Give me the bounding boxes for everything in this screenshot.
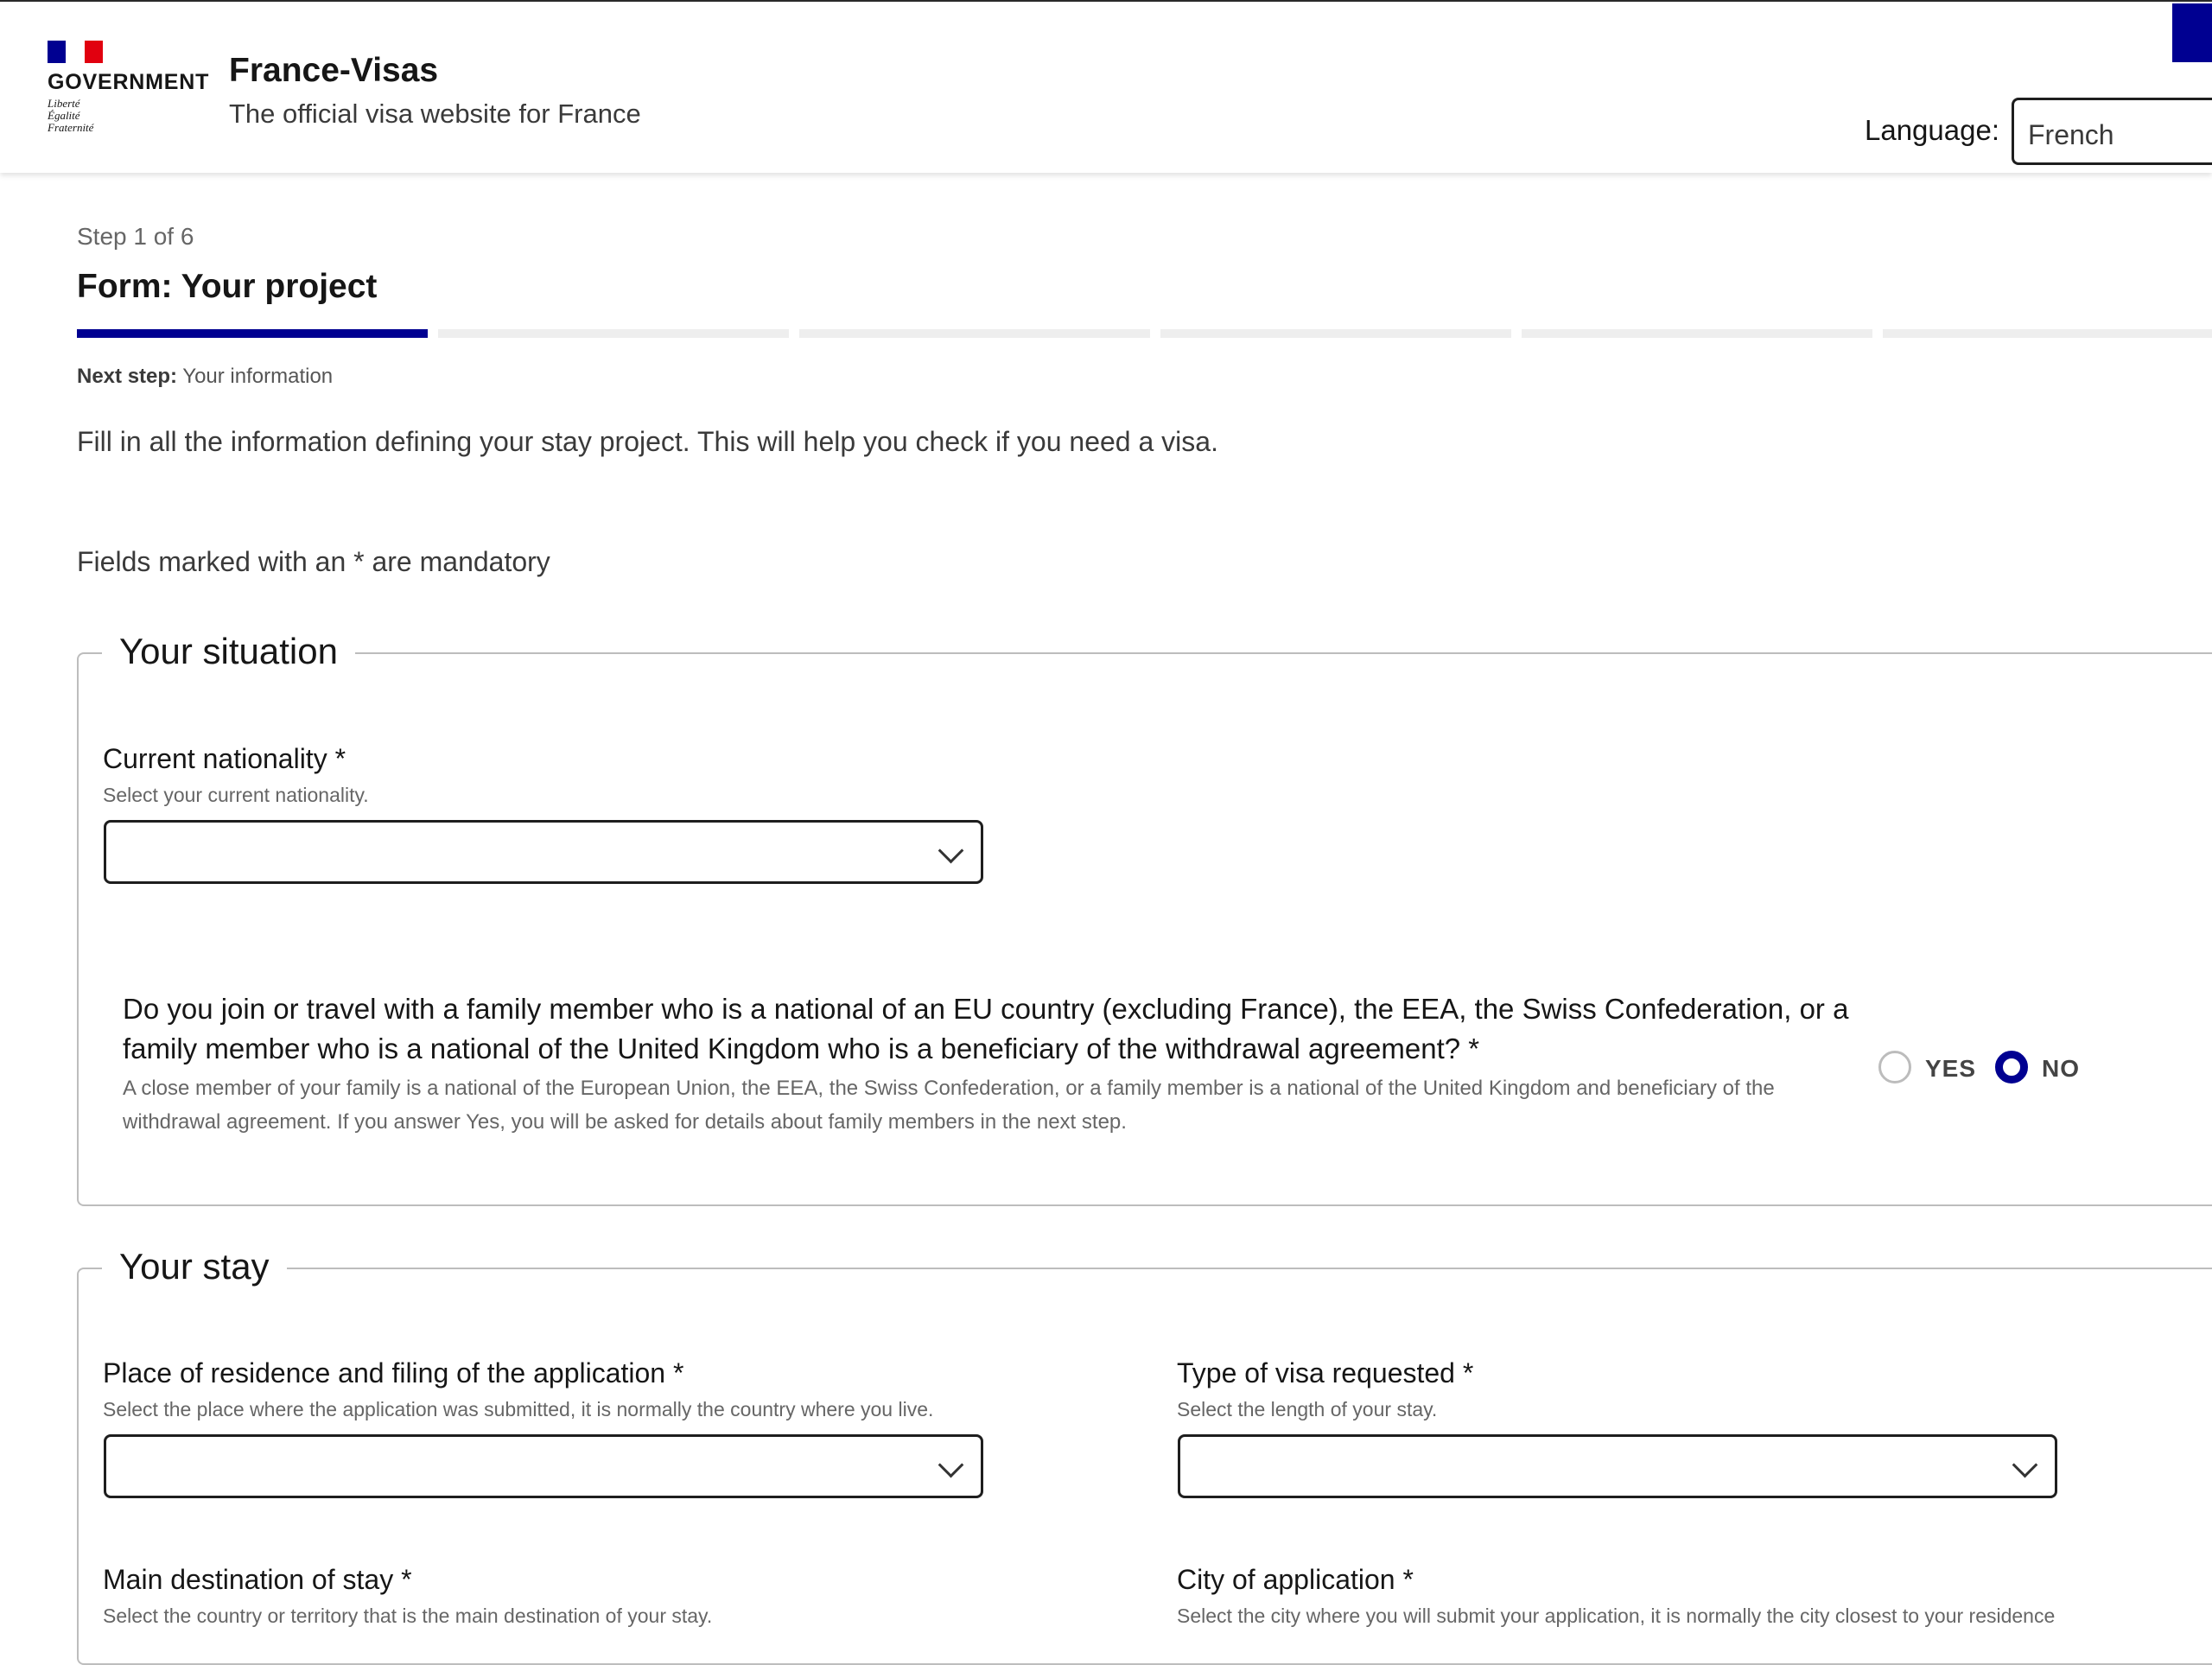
- residence-label: Place of residence and filing of the application *: [103, 1357, 684, 1389]
- step-segment-5: [1522, 329, 1872, 338]
- government-motto: [48, 98, 151, 134]
- situation-legend: Your situation: [102, 631, 355, 672]
- family-question: Do you join or travel with a family member who is a national of an EU country (excluding France), the EEA, the Swiss Confederation, or a family member who is a national of the United Kingdom who is a beneficiary of the withdrawal agreement? *: [123, 993, 1849, 1064]
- government-label: GOVERNMENT: [48, 70, 210, 94]
- page-title: Form: Your project: [77, 268, 378, 305]
- nationality-hint: Select your current nationality.: [103, 784, 369, 806]
- no-radio-label[interactable]: NO: [2042, 1055, 2080, 1082]
- mandatory-note: Fields marked with an * are mandatory: [77, 546, 550, 577]
- step-segment-3: [799, 329, 1150, 338]
- no-radio[interactable]: [1995, 1051, 2028, 1084]
- motto-line: Liberté: [48, 97, 80, 110]
- next-step-label: Next step:: [77, 365, 178, 388]
- step-segment-1: [77, 329, 428, 338]
- french-flag-icon: [48, 41, 103, 63]
- motto-line: Fraternité: [48, 121, 94, 134]
- nationality-select[interactable]: [104, 820, 983, 884]
- family-question-hint: A close member of your family is a national of the European Union, the EEA, the Swiss Confederation, or a family member is a national of the United Kingdom and beneficiary of the withdrawal agreement. If you answer Yes, you will be asked for details about family members in the next step.: [123, 1077, 1775, 1134]
- stay-legend: Your stay: [102, 1246, 287, 1287]
- motto-line: Égalité: [48, 109, 80, 122]
- chevron-down-icon: [938, 838, 964, 864]
- step-counter: Step 1 of 6: [77, 223, 194, 250]
- residence-hint: Select the place where the application was submitted, it is normally the country where you live.: [103, 1398, 934, 1420]
- menu-button[interactable]: [2172, 3, 2212, 62]
- yes-radio[interactable]: [1878, 1051, 1911, 1084]
- destination-label: Main destination of stay *: [103, 1564, 412, 1595]
- next-step-value: Your information: [182, 365, 334, 388]
- language-select[interactable]: French: [2012, 98, 2212, 165]
- step-segment-6: [1883, 329, 2212, 338]
- site-tagline: The official visa website for France: [229, 99, 641, 129]
- chevron-down-icon: [938, 1452, 964, 1478]
- yes-radio-label[interactable]: YES: [1925, 1055, 1977, 1082]
- city-label: City of application *: [1177, 1564, 1414, 1595]
- site-title[interactable]: France-Visas: [229, 52, 439, 89]
- city-hint: Select the city where you will submit your application, it is normally the city closest to your residence: [1177, 1605, 2056, 1627]
- site-header: [0, 2, 2212, 173]
- step-segment-2: [438, 329, 789, 338]
- chevron-down-icon: [2012, 1452, 2038, 1478]
- nationality-label: Current nationality *: [103, 743, 346, 774]
- visa-type-select[interactable]: [1178, 1434, 2057, 1498]
- residence-select[interactable]: [104, 1434, 983, 1498]
- intro-text: Fill in all the information defining your stay project. This will help you check if you need a visa.: [77, 426, 1218, 457]
- next-step-info: [77, 365, 333, 389]
- visa-type-hint: Select the length of your stay.: [1177, 1398, 1438, 1420]
- government-logo[interactable]: [48, 41, 210, 144]
- step-segment-4: [1160, 329, 1511, 338]
- destination-hint: Select the country or territory that is the main destination of your stay.: [103, 1605, 713, 1627]
- language-label: Language:: [1865, 114, 1999, 146]
- visa-type-label: Type of visa requested *: [1177, 1357, 1474, 1389]
